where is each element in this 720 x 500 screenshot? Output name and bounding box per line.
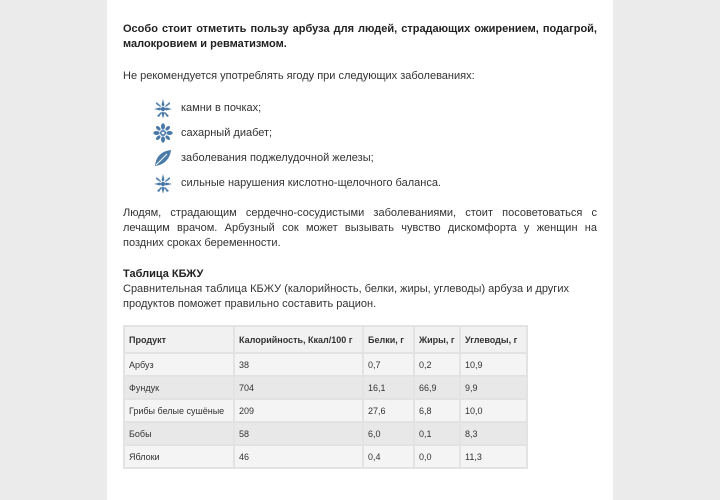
cornflower-icon xyxy=(153,123,177,143)
snowflake-icon xyxy=(153,98,177,118)
snowflake-icon xyxy=(153,173,177,193)
table-cell: 0,4 xyxy=(364,446,413,467)
column-header-protein: Белки, г xyxy=(364,327,413,352)
contraindications-intro: Не рекомендуется употреблять ягоду при следующих заболеваниях: xyxy=(123,70,475,82)
table-cell: 58 xyxy=(235,423,362,444)
table-cell: 10,9 xyxy=(461,354,526,375)
table-cell: 6,8 xyxy=(415,400,459,421)
table-row xyxy=(125,354,526,375)
table-cell: Грибы белые сушёные xyxy=(125,400,233,421)
table-row xyxy=(125,400,526,421)
list-item xyxy=(153,145,573,170)
table-cell: Яблоки xyxy=(125,446,233,467)
table-cell: 0,1 xyxy=(415,423,459,444)
table-cell: 8,3 xyxy=(461,423,526,444)
table-description: Сравнительная таблица КБЖУ (калорийность, белки, жиры, углеводы) арбуза и других продуктов поможет правильно составить рацион. xyxy=(123,283,569,310)
column-header-carbs: Углеводы, г xyxy=(461,327,526,352)
list-item xyxy=(153,170,573,195)
table-row xyxy=(125,446,526,467)
column-header-fat: Жиры, г xyxy=(415,327,459,352)
table-cell: Арбуз xyxy=(125,354,233,375)
table-cell: 10,0 xyxy=(461,400,526,421)
table-cell: 0,7 xyxy=(364,354,413,375)
table-heading: Таблица КБЖУ xyxy=(123,268,204,280)
list-item xyxy=(153,120,573,145)
list-item-text: сахарный диабет; xyxy=(181,126,273,139)
table-cell: Фундук xyxy=(125,377,233,398)
list-item xyxy=(153,95,573,120)
table-row xyxy=(125,377,526,398)
lead-paragraph: Особо стоит отметить пользу арбуза для людей, страдающих ожирением, подагрой, малокровием и ревматизмом. xyxy=(123,23,597,50)
table-cell: 704 xyxy=(235,377,362,398)
table-cell: 209 xyxy=(235,400,362,421)
contraindications-list xyxy=(153,95,573,195)
table-row xyxy=(125,423,526,444)
table-cell: 0,2 xyxy=(415,354,459,375)
table-cell: 16,1 xyxy=(364,377,413,398)
table-cell: 46 xyxy=(235,446,362,467)
article-page xyxy=(107,0,613,500)
list-item-text: сильные нарушения кислотно-щелочного баланса. xyxy=(181,176,441,189)
table-cell: 9,9 xyxy=(461,377,526,398)
leaf-icon xyxy=(153,148,177,168)
table-cell: 6,0 xyxy=(364,423,413,444)
table-cell: 38 xyxy=(235,354,362,375)
column-header-calories: Калорийность, Ккал/100 г xyxy=(235,327,362,352)
table-cell: 27,6 xyxy=(364,400,413,421)
column-header-product: Продукт xyxy=(125,327,233,352)
list-item-text: камни в почках; xyxy=(181,101,262,114)
table-cell: 11,3 xyxy=(461,446,526,467)
table-header-row xyxy=(125,327,526,352)
advice-paragraph: Людям, страдающим сердечно-сосудистыми заболеваниями, стоит посоветоваться с лечащим врачом. Арбузный сок может вызывать чувство дискомфорта у женщин на поздних сроках беременности. xyxy=(123,207,597,249)
list-item-text: заболевания поджелудочной железы; xyxy=(181,151,374,164)
table-cell: 66,9 xyxy=(415,377,459,398)
table-cell: 0,0 xyxy=(415,446,459,467)
nutrition-table xyxy=(123,325,528,469)
table-cell: Бобы xyxy=(125,423,233,444)
